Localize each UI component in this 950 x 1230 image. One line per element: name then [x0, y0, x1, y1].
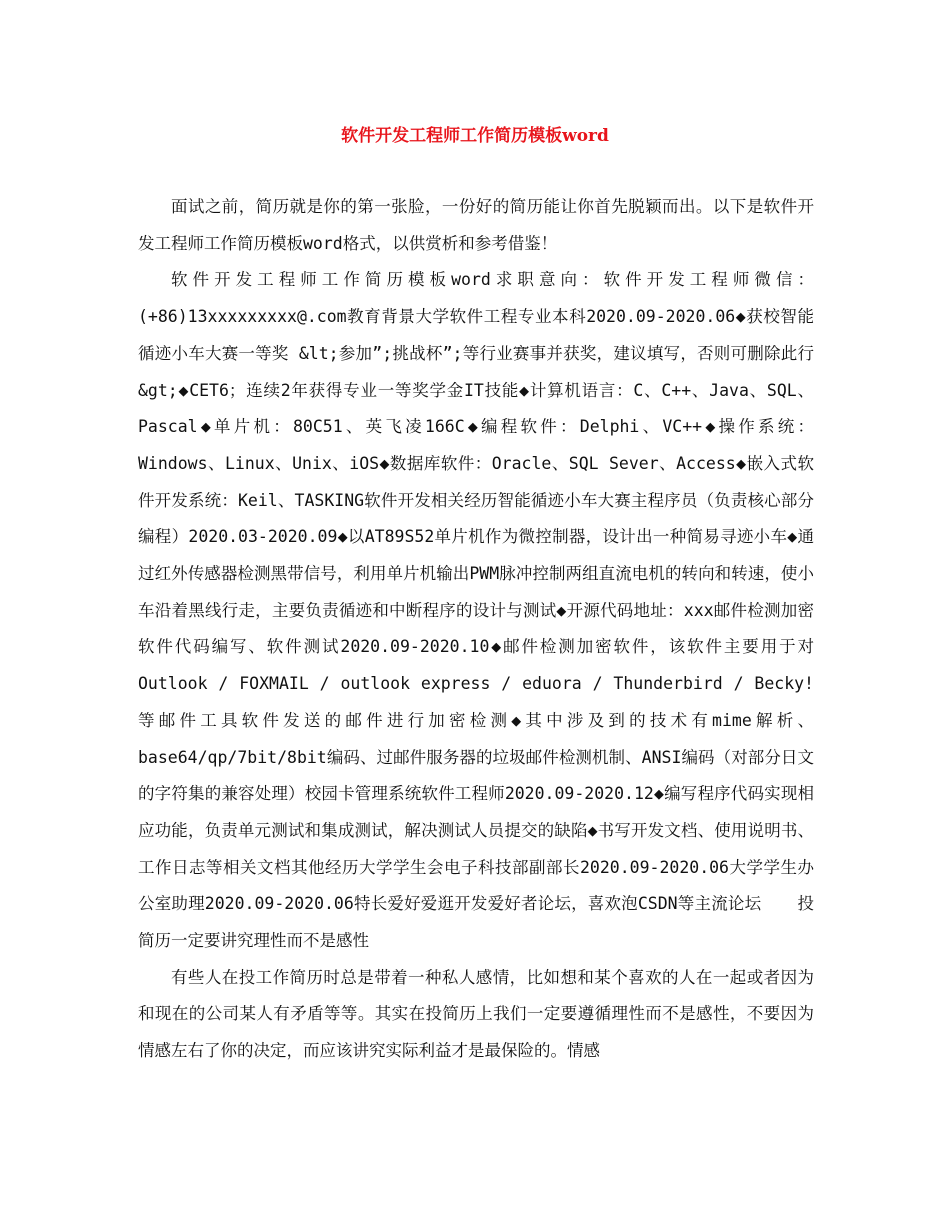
- document-title: 软件开发工程师工作简历模板word: [341, 126, 609, 146]
- paragraph-intro: 面试之前，简历就是你的第一张脸，一份好的简历能让你首先脱颖而出。以下是软件开发工程师工作简历模板word格式，以供赏析和参考借鉴！: [138, 197, 814, 253]
- paragraph-advice: 有些人在投工作简历时总是带着一种私人感情，比如想和某个喜欢的人在一起或者因为和现在的公司某人有矛盾等等。其实在投简历上我们一定要遵循理性而不是感性，不要因为情感左右了你的决定，而应该讲究实际利益才是最保险的。情感: [138, 967, 814, 1061]
- paragraph-resume: [138, 262, 814, 959]
- resume-text: 软件开发工程师工作简历模板word求职意向：软件开发工程师微信：(+86)13xxxxxxxxx@.com教育背景大学软件工程专业本科2020.09-2020.06◆获校智能循迹小车大赛一等奖 &lt;参加”;挑战杯”;等行业赛事并获奖，建议填写，否则可删除此行&gt;◆CET6；连续2年获得专业一等奖学金IT技能◆计算机语言：C、C++、Java、SQL、Pascal◆单片机：80C51、英飞凌166C◆编程软件：Delphi、VC++◆操作系统：Windows、Linux、Unix、iOS◆数据库软件：Oracle、SQL Sever、Access◆嵌入式软件开发系统：Keil、TASKING软件开发相关经历智能循迹小车大赛主程序员（负责核心部分编程）2020.03-2020.09◆以AT89S52单片机作为微控制器，设计出一种简易寻迹小车◆通过红外传感器检测黑带信号，利用单片机输出PWM脉冲控制两组直流电机的转向和转速，使小车沿着黑线行走，主要负责循迹和中断程序的设计与测试◆开源代码地址：xxx邮件检测加密软件代码编写、软件测试2020.09-2020.10◆邮件检测加密软件，该软件主要用于对Outlook / FOXMAIL / outlook express / eduora / Thunderbird / Becky! 等邮件工具软件发送的邮件进行加密检测◆其中涉及到的技术有mime解析、base64/qp/7bit/8bit编码、过邮件服务器的垃圾邮件检测机制、ANSI编码（对部分日文的字符集的兼容处理）校园卡管理系统软件工程师2020.09-2020.12◆编写程序代码实现相应功能，负责单元测试和集成测试，解决测试人员提交的缺陷◆书写开发文档、使用说明书、工作日志等相关文档其他经历大学学生会电子科技部副部长2020.09-2020.06大学学生办公室助理2020.09-2020.06特长爱好爱逛开发爱好者论坛，喜欢泡CSDN等主流论坛: [138, 270, 814, 914]
- document-body: [138, 189, 814, 1070]
- section-subheading: 投简历一定要讲究理性而不是感性: [138, 894, 814, 951]
